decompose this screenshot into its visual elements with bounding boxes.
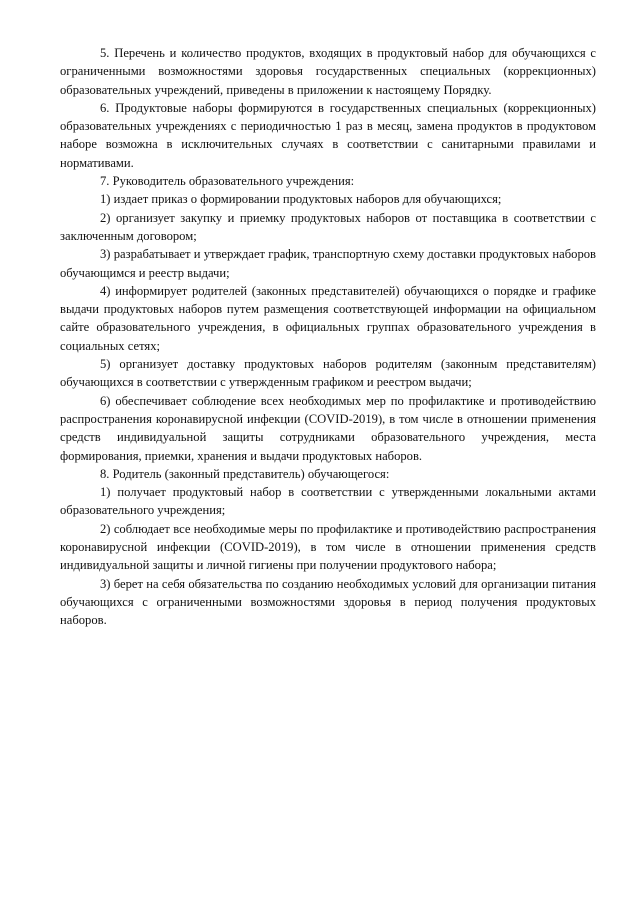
paragraph-7-1: 1) издает приказ о формировании продуктовых наборов для обучающихся; (100, 192, 502, 207)
paragraph-8-2: 2) соблюдает все необходимые меры по профилактике и противодействию распространения коронавирусной инфекции (COVID-2019), в том числе в отношении применения средств индивидуальной защиты и личной гигиены при получении продуктового набора; (60, 521, 596, 573)
paragraph-7-4: 4) информирует родителей (законных представителей) обучающихся о порядке и графике выдачи продуктовых наборов путем размещения соответствующей информации на официальном сайте образовательного учреждения, в официальных группах образовательного учреждения в социальных сетях; (60, 283, 596, 353)
paragraph-8-1: 1) получает продуктовый набор в соответствии с утвержденными локальными актами образовательного учреждения; (60, 485, 596, 518)
paragraph-7-2: 2) организует закупку и приемку продуктовых наборов от поставщика в соответствии с заключенным договором; (60, 210, 596, 243)
paragraph-8-3: 3) берет на себя обязательства по созданию необходимых условий для организации питания обучающихся с ограниченными возможностями здоровья в период получения продуктовых наборов. (60, 576, 596, 628)
paragraph-7-3: 3) разрабатывает и утверждает график, транспортную схему доставки продуктовых наборов обучающимся и реестр выдачи; (60, 247, 596, 280)
paragraph-7-6: 6) обеспечивает соблюдение всех необходимых мер по профилактике и противодействию распространения коронавирусной инфекции (COVID-2019), в том числе в отношении применения средств индивидуальной защиты сотрудниками образовательного учреждения, места формирования, приемки, хранения и выдачи продуктовых наборов. (60, 393, 596, 463)
paragraph-item-5-list: 5. Перечень и количество продуктов, входящих в продуктовый набор для обучающихся с ограниченными возможностями здоровья государственных специальных (коррекционных) образовательных учреждений, приведены в приложении к настоящему Порядку. (60, 46, 596, 97)
paragraph-item-8-head: 8. Родитель (законный представитель) обучающегося: (100, 466, 390, 481)
paragraph-item-7-head: 7. Руководитель образовательного учреждения: (100, 174, 355, 189)
paragraph-7-5: 5) организует доставку продуктовых наборов родителям (законным представителям) обучающихся в соответствии с утвержденным графиком и реестром выдачи; (60, 357, 596, 390)
paragraph-item-6-sets: 6. Продуктовые наборы формируются в государственных специальных (коррекционных) образовательных учреждениях с периодичностью 1 раз в месяц, замена продуктов в продуктовом наборе возможна в исключительных случаях в соответствии с санитарными правилами и нормативами. (60, 100, 596, 170)
